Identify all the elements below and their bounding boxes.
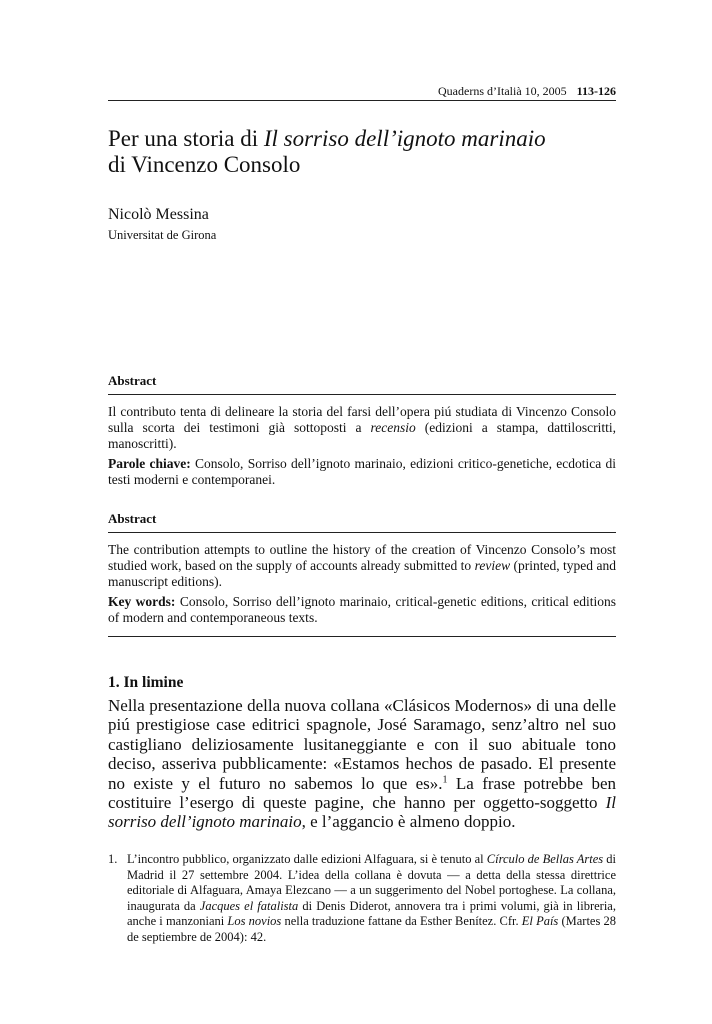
abstract-en-rule <box>108 532 616 533</box>
abstract-en-heading: Abstract <box>108 511 157 526</box>
title-work: Il sorriso dell’ignoto marinaio <box>263 126 546 151</box>
abstract-en-keywords: Key words: Consolo, Sorriso dell’ignoto marinaio, critical-genetic editions, critical editions of modern and contemporaneous texts. <box>108 594 616 625</box>
abstract-it <box>108 404 616 488</box>
abstract-en <box>108 542 616 626</box>
footnote-text: L’incontro pubblico, organizzato dalle edizioni Alfaguara, si è tenuto al Círculo de Bellas Artes di Madrid il 27 settembre 2004. L’idea della collana è dovuta — a detta della stessa direttrice editoriale di Alfaguara, Amaya Elezcano — a un suggerimento del Nobel portoghese. La collana, inaugurata da Jacques el fatalista di Denis Diderot, annovera tra i primi volumi, già in libreria, anche i manzoniani Los novios nella traduzione fattane da Esther Benítez. Cfr. El País (Martes 28 de septiembre de 2004): 42. <box>127 852 616 944</box>
abstract-it-text: Il contributo tenta di delineare la storia del farsi dell’opera piú studiata di Vincenzo Consolo sulla scorta dei testimoni già sottoposti a recensio (edizioni a stampa, dattiloscritti, manoscritti). <box>108 404 617 451</box>
abstract-end-rule <box>108 636 616 637</box>
title-line2: di Vincenzo Consolo <box>108 152 301 177</box>
page-range: 113-126 <box>576 84 616 98</box>
abstract-en-text: The contribution attempts to outline the history of the creation of Vincenzo Consolo’s most studied work, based on the supply of accounts already submitted to review (printed, typed and manuscript editions). <box>108 542 616 589</box>
footnote-ref[interactable]: 1 <box>442 773 448 785</box>
footnote-number: 1. <box>108 852 118 866</box>
body-paragraph: Nella presentazione della nuova collana «Clásicos Modernos» di una delle piú prestigiose case editrici spagnole, José Saramago, senz’altro nel suo castigliano deliziosamente lusitaneggiante e con il suo abituale tono deciso, asseriva pubblicamente: «Estamos hechos de pasado. El presente no existe y el futuro no sabemos lo que es».$^1$ La frase potrebbe ben costituire l’esergo di queste pagine, che hanno per oggetto-soggetto Il sorriso dell’ignoto marinaio, e l’aggancio è almeno doppio. <box>108 696 616 832</box>
author-affiliation: Universitat de Girona <box>108 228 217 242</box>
abstract-it-keywords: Parole chiave: Consolo, Sorriso dell’ignoto marinaio, edizioni critico-genetiche, ecdotica di testi moderni e contemporanei. <box>108 456 617 487</box>
section-heading: 1. In limine <box>108 674 184 691</box>
journal-citation: Quaderns d’Italià 10, 2005 <box>438 84 567 98</box>
header-rule <box>108 100 616 101</box>
abstract-it-heading: Abstract <box>108 373 157 388</box>
title-prefix: Per una storia di <box>108 126 264 151</box>
running-head <box>438 84 616 99</box>
footnote <box>108 852 616 946</box>
author-name: Nicolò Messina <box>108 206 209 223</box>
abstract-it-rule <box>108 394 616 395</box>
article-title <box>108 126 546 178</box>
